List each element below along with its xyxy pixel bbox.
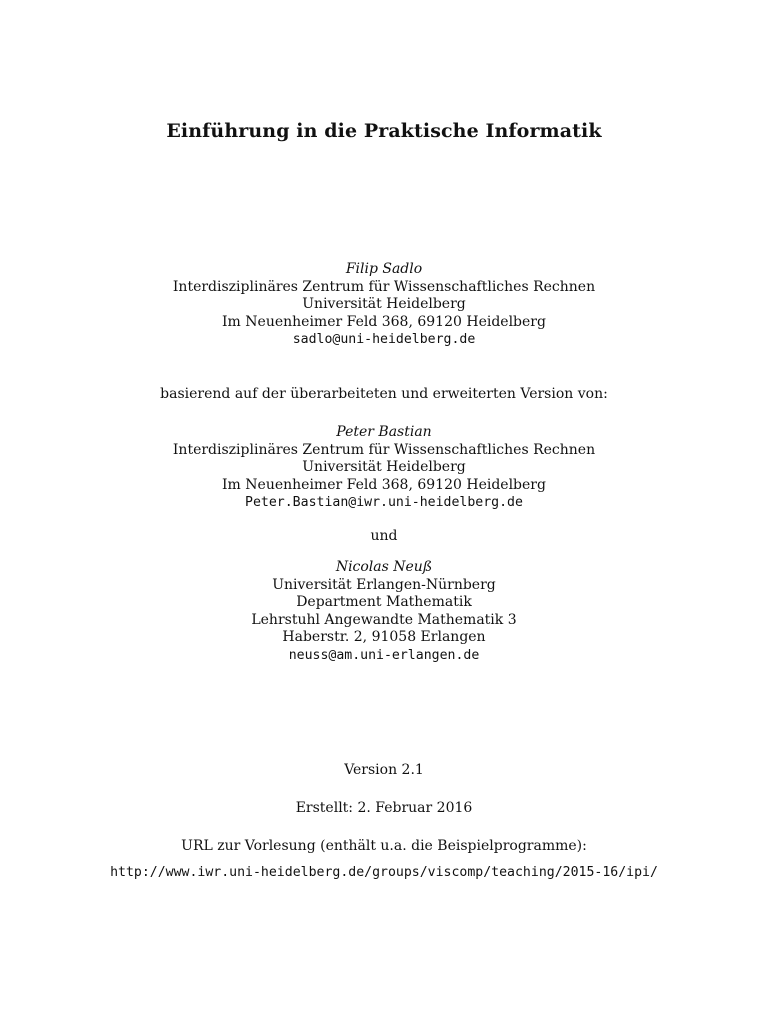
second-author-name: Peter Bastian bbox=[336, 424, 432, 440]
primary-author-address: Im Neuenheimer Feld 368, 69120 Heidelberg bbox=[222, 313, 546, 330]
based-on-note: basierend auf der überarbeiteten und erweiterten Version von: bbox=[160, 386, 608, 402]
second-author-university: Universität Heidelberg bbox=[302, 459, 466, 476]
primary-author-institute: Interdisziplinäres Zentrum für Wissenschaftliches Rechnen bbox=[172, 278, 596, 295]
lecture-url-label: URL zur Vorlesung (enthält u.a. die Beispielprogramme): bbox=[181, 838, 587, 854]
primary-author-name: Filip Sadlo bbox=[345, 261, 423, 277]
primary-author-email: sadlo@uni-heidelberg.de bbox=[292, 332, 476, 348]
third-author-department: Department Mathematik bbox=[296, 594, 472, 611]
third-author-name: Nicolas Neuß bbox=[335, 559, 433, 575]
created-date: Erstellt: 2. Februar 2016 bbox=[295, 800, 473, 816]
primary-author-block bbox=[0, 261, 768, 349]
lecture-url: http://www.iwr.uni-heidelberg.de/groups/viscomp/teaching/2015-16/ipi/ bbox=[110, 865, 658, 880]
second-author-email: Peter.Bastian@iwr.uni-heidelberg.de bbox=[245, 495, 523, 511]
third-author-email: neuss@am.uni-erlangen.de bbox=[288, 647, 480, 663]
third-author-chair: Lehrstuhl Angewandte Mathematik 3 bbox=[251, 611, 517, 628]
third-author-address: Haberstr. 2, 91058 Erlangen bbox=[282, 629, 486, 646]
second-author-institute: Interdisziplinäres Zentrum für Wissenschaftliches Rechnen bbox=[172, 441, 596, 458]
conjunction-text: und bbox=[370, 528, 398, 544]
second-author-block bbox=[0, 424, 768, 512]
primary-author-university: Universität Heidelberg bbox=[302, 296, 466, 313]
second-author-address: Im Neuenheimer Feld 368, 69120 Heidelberg bbox=[222, 476, 546, 493]
third-author-university: Universität Erlangen-Nürnberg bbox=[272, 576, 496, 593]
third-author-block bbox=[0, 559, 768, 665]
document-title: Einführung in die Praktische Informatik bbox=[166, 120, 602, 142]
version-label: Version 2.1 bbox=[344, 762, 424, 778]
